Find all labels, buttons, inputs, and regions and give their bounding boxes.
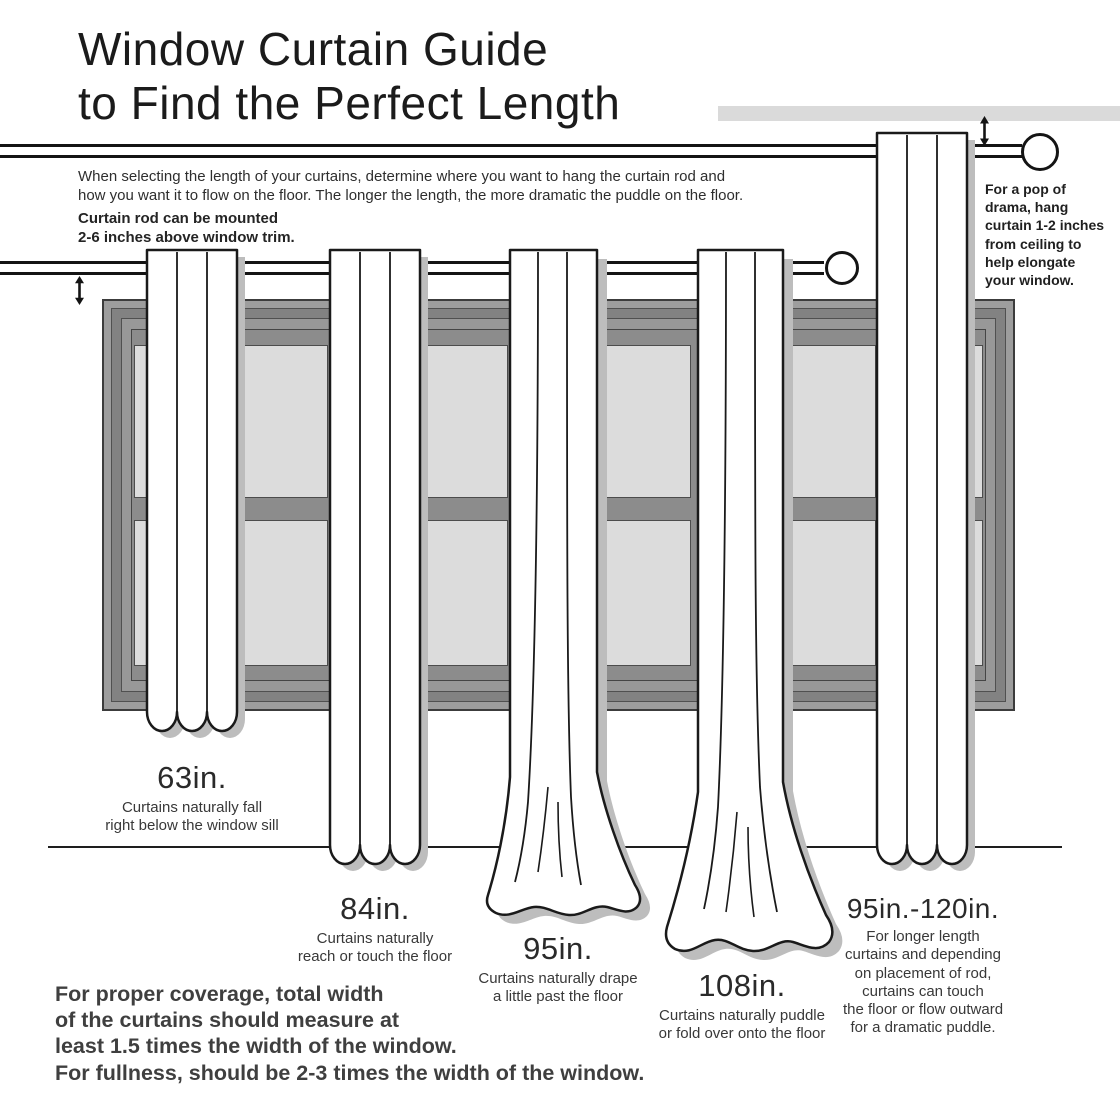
desc-line: the floor or flow outward <box>842 1001 1004 1019</box>
desc-line: curtains can touch <box>862 982 984 1000</box>
desc-line: For longer length <box>866 928 980 945</box>
length-value: 108in. <box>698 968 786 1003</box>
desc-line: Curtains naturally puddle <box>659 1007 825 1024</box>
rod-finial-icon <box>1021 133 1059 171</box>
desc-line: on placement of rod, <box>854 964 992 982</box>
length-value: 84in. <box>340 891 410 926</box>
length-description <box>67 799 317 836</box>
desc-line: right below the window sill <box>105 817 279 835</box>
desc-line: for a dramatic puddle. <box>850 1019 996 1037</box>
desc-line: Curtains naturally <box>316 930 434 947</box>
title-line-2: to Find the Perfect Length <box>78 77 621 130</box>
curtain-rod-top <box>0 144 1022 158</box>
length-value: 63in. <box>157 760 227 795</box>
window-pane <box>240 345 328 498</box>
desc-line: a little past the floor <box>492 988 624 1006</box>
footer-line: For fullness, should be 2-3 times the width of the window. <box>55 1060 645 1085</box>
ceiling-tip-line: from ceiling to <box>985 235 1082 252</box>
length-value: 95in.-120in. <box>846 893 1000 924</box>
label-63in <box>67 760 317 836</box>
ceiling-tip-line: drama, hang <box>985 199 1069 216</box>
double-arrow-icon <box>72 276 87 305</box>
length-value: 95in. <box>523 931 593 966</box>
footer-line: For proper coverage, total width <box>55 982 384 1006</box>
footer-line: least 1.5 times the width of the window. <box>55 1034 457 1059</box>
window-pane <box>240 520 328 666</box>
title-line-1: Window Curtain Guide <box>78 23 549 75</box>
intro-line-2: how you want it to flow on the floor. The longer the length, the more dramatic the puddle on the floor. <box>78 186 744 204</box>
footer-line: of the curtains should measure at <box>55 1008 400 1033</box>
desc-line: Curtains naturally drape <box>478 970 638 987</box>
curtain-panel-84in <box>323 247 433 895</box>
ceiling-tip-line: For a pop of <box>985 181 1066 197</box>
intro-line-1: When selecting the length of your curtains, determine where you want to hang the curtain rod and <box>78 168 726 185</box>
ceiling-tip-text <box>985 180 1115 289</box>
rod-mounting-note <box>78 210 295 248</box>
curtain-panel-95in <box>468 247 658 947</box>
label-95-120in <box>816 893 1031 1038</box>
intro-text <box>78 168 743 205</box>
double-arrow-icon <box>977 116 992 146</box>
ceiling-tip-line: your window. <box>985 271 1074 288</box>
ceiling-tip-line: help elongate <box>985 253 1076 270</box>
desc-line: Curtains naturally fall <box>121 799 263 816</box>
coverage-footer-text <box>55 981 644 1086</box>
rod-note-line-1: Curtain rod can be mounted <box>78 210 279 227</box>
curtain-panel-108in <box>636 247 851 982</box>
ceiling-band <box>718 106 1120 121</box>
page-title <box>78 22 620 131</box>
length-description <box>816 928 1031 1038</box>
desc-line: curtains and depending <box>845 946 1001 964</box>
ceiling-tip-line: curtain 1-2 inches <box>985 217 1105 234</box>
curtain-panel-63in <box>140 247 250 762</box>
curtain-panel-95-120in <box>870 130 982 900</box>
desc-line: reach or touch the floor <box>297 948 453 966</box>
desc-line: or fold over onto the floor <box>658 1025 826 1043</box>
rod-note-line-2: 2-6 inches above window trim. <box>78 228 295 246</box>
